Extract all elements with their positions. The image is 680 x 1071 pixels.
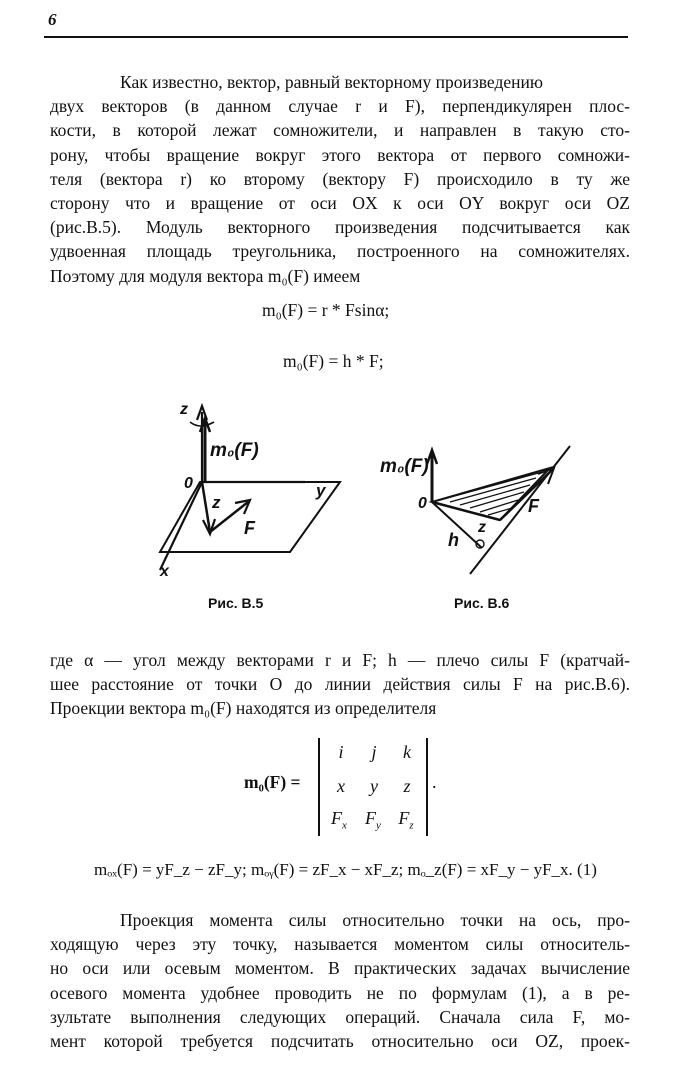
text-line: удвоенная площадь треугольника, построенного на сомножителях. (50, 241, 630, 262)
det-cell: z (403, 776, 411, 796)
determinant-right-bar (426, 738, 428, 836)
text-line: шее расстояние от точки O до линии действия силы F на рис.В.6). (50, 674, 630, 695)
det-cell: j (371, 742, 377, 762)
projection-formulas: mₒₓ(F) = yF_z − zF_y; mₒᵧ(F) = zF_x − xF_z; mₒ_z(F) = xF_y − yF_x. (1) (94, 860, 597, 879)
label-origin: 0 (418, 495, 427, 512)
text-line: (рис.В.5). Модуль векторного произведения подсчитывается как (50, 217, 630, 238)
text-line: Проекции вектора m₀(F) находятся из определителя (50, 698, 437, 719)
det-cell: $F_z$ (398, 808, 414, 832)
text-line: Проекция момента силы относительно точки на ось, про- (120, 910, 630, 930)
formula-moment-arm: m₀(F) = h * F; (283, 351, 384, 371)
label-moment: m₀(F) (380, 456, 429, 477)
det-cell: i (338, 742, 344, 762)
determinant-period: . (432, 772, 437, 792)
text-line: ходящую через эту точку, называется моментом силы относитель- (50, 934, 630, 955)
text-line: где α — угол между векторами r и F; h — плечо силы F (кратчай- (50, 650, 630, 670)
formula-moment-sin: m₀(F) = r * Fsinα; (262, 300, 390, 320)
figure-b6 (370, 440, 590, 580)
caption-figure-b6: Рис. В.6 (454, 595, 510, 611)
text-line: но оси или осевым моментом. В практических задачах вычисление (50, 958, 630, 979)
header-rule (44, 36, 628, 38)
label-moment: m₀(F) (210, 440, 259, 461)
caption-figure-b5: Рис. В.5 (208, 595, 264, 611)
determinant-label: m₀(F) = (244, 772, 301, 792)
label-origin: 0 (184, 475, 193, 492)
label-arm: h (448, 530, 459, 550)
paragraph-angle-definition (50, 648, 630, 721)
det-cell: y (370, 776, 378, 796)
page-number: 6 (48, 10, 57, 29)
text-line: кости, в которой лежат сомножители, и направлен в такую сто- (50, 120, 630, 141)
text-line: Как известно, вектор, равный векторному произведению (120, 72, 543, 92)
x-axis-line (160, 482, 202, 570)
text-line: сторону что и вращение от оси OX к оси OY вокруг оси OZ (50, 193, 630, 214)
text-line: двух векторов (в данном случае r и F), перпендикулярен плос- (50, 96, 630, 117)
text-line: зультате выполнения следующих операций. Сначала сила F, мо- (50, 1006, 630, 1027)
label-r-vector: z (478, 519, 486, 536)
text-line: рону, чтобы вращение вокруг этого вектора от первого сомножи- (50, 144, 630, 165)
label-z-axis: z (180, 401, 188, 418)
det-cell: x (337, 776, 345, 796)
paragraph-intro (50, 70, 630, 288)
figure-b5 (140, 392, 360, 592)
plane (160, 482, 340, 552)
det-cell: $F_x$ (331, 808, 347, 832)
label-x-axis: x (160, 563, 169, 580)
paragraph-axial-moment (50, 908, 630, 1053)
text-line: Поэтому для модуля вектора m₀(F) имеем (50, 265, 361, 286)
det-cell: $F_y$ (365, 808, 381, 832)
determinant-left-bar (318, 738, 320, 836)
label-r-vector: z (212, 493, 221, 512)
label-f-vector: F (528, 496, 539, 516)
label-y-axis: y (316, 481, 326, 500)
det-cell: k (403, 742, 411, 762)
text-line: мент которой требуется подсчитать относительно оси OZ, проек- (50, 1031, 630, 1052)
text-line: осевого момента удобнее проводить не по формулам (1), а в ре- (50, 982, 630, 1003)
text-line: теля (вектора r) ко второму (вектору F) происходило в ту же (50, 168, 630, 189)
label-f-vector: F (244, 518, 255, 538)
